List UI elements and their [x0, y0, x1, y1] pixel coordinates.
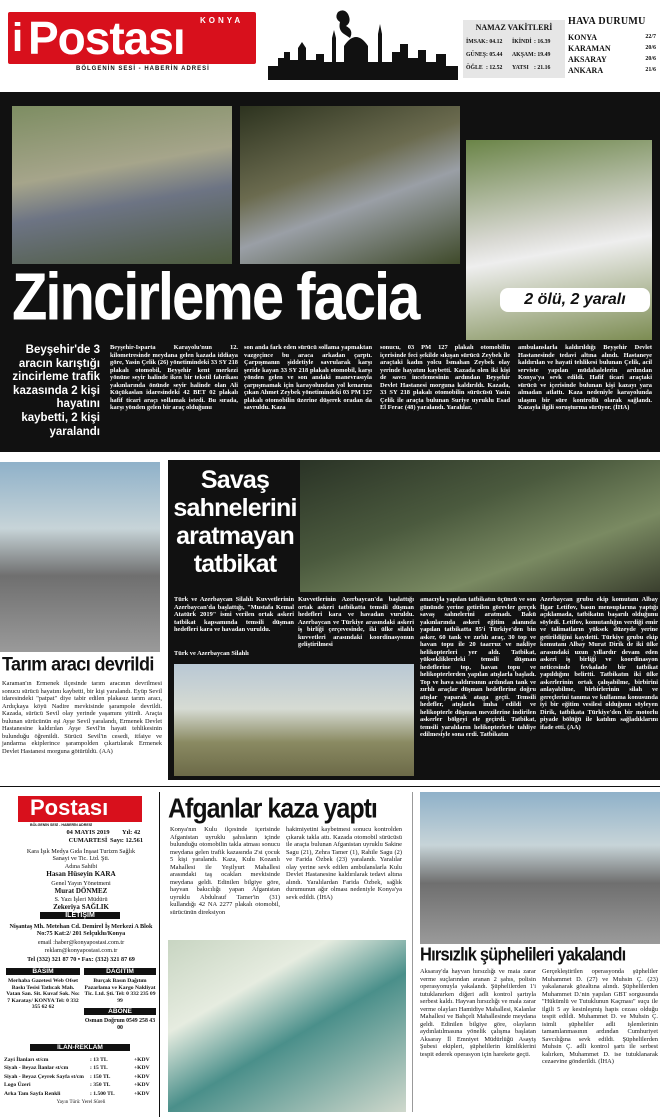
afgan-headline: Afganlar kaza yaptı	[168, 793, 377, 824]
ilan-label: Arka Tam Sayfa Renkli	[4, 1090, 61, 1097]
tarim-body: Karaman'ın Ermenek ilçesinde tarım aracının devrilmesi sonucu sürücü hayatını kaybetti, bir kişi yaralandı. Eyüp Sevil idaresindeki "patpat" diye tabir edilen plakasız tarım aracı, Ardıçkaya köyü Nadire mevkisinde şarampole devrildi. Kazada, sürücü Sevil olay yerinde yaşamını yitirdi. Araçta bulunan sürücünün eşi Ayşe Sevil yaralandı, Ermenek Devlet Hastanesine kaldırılan Ayşe Sevil'in hayati tehlikesinin bulunduğu öğrenildi. Sürücü Sevil'in cesedi, itfaiye ve jandarma ekiplerince şarampolden çıkartılarak Ermenek Devlet Hastanesi morguna götürüldü. (AA)	[2, 680, 162, 755]
ilan-label: Logo Üzeri	[4, 1082, 31, 1089]
imprint-address: Nişantaş Mh. Metehan Cd. Demirel İş Merkezi A Blok No:75 Kat:2/ 201 Selçuklu/Konya	[9, 923, 153, 938]
tarim-headline: Tarım aracı devrildi	[2, 653, 154, 676]
section-divider	[0, 786, 660, 787]
ilan-kdv: +KDV	[134, 1090, 150, 1097]
ilan-title: İLAN-REKLAM	[30, 1044, 130, 1051]
weather-temp: 20/6	[645, 56, 656, 62]
savas-col-4: Azerbaycan grubu ekip komutanı Albay İlgar Letifov, basın mensuplarına yaptığı açıklamada, tatbikatın başarılı olduğunu söyledi. Letifov, komutanlığın verdiği emir ve talimatların yüksek düzeyde yerine getirildiğini kaydetti. Türkiye grubu ekip komutanı Albay Murat Dirik de iki ülke arasındaki uzun yıllardır devam eden askeri iş birliği ve koordinasyon neticesinde fevkalade bir tatbikat yapıldığını belirtti. Tatbikatın iki ülke askerlerinin ortak çalışabilme, birbirini anlayabilme, birbirlerinin silah ve gereçlerini tanıma ve kullanma konusunda iyi bir eğitim vesilesi olduğunu söyleyen Dirik, tatbikata Türkiye'den bir motorlu piyade bölüğü ile katılım sağladıklarını ifade etti. (AA)	[540, 596, 658, 731]
imprint-issue: Sayı: 12.561	[110, 837, 144, 844]
ilan-price: : 350 TL	[90, 1082, 111, 1089]
prayer-l2: AKŞAM	[512, 52, 534, 58]
imprint-owner: Hasan Hüseyin KARA	[46, 870, 116, 878]
ilan-kdv: +KDV	[134, 1065, 150, 1072]
ambulance-photo	[168, 940, 406, 1112]
ilan-label: Siyah - Beyaz İlanlar st/cm	[4, 1065, 69, 1072]
lead-col-1: Beyşehir-Isparta Karayolu'nun 12. kilometresinde meydana gelen kazada iddiaya göre, Yasin Çelik (26) yönetimindeki 33 SY 218 plakalı otomobil, Beyşehir kent merkezi yönüne seyir halinde iken bir tekstil fabrikası yakınlarında önünde seyir halinde olan Ali Küçükaslan idaresindeki 42 BET 02 plakalı hafif ticari araçı sollamak istedi. Bu sırada, karşı yönden gelen bir araç olduğunu	[110, 344, 238, 411]
weather-box	[568, 16, 656, 80]
imprint-logo-text: Postası	[30, 795, 109, 820]
tank-photo	[174, 664, 414, 776]
ilan-row	[4, 1056, 158, 1064]
imprint-gm: Murat DÖNMEZ	[54, 887, 108, 895]
weather-title: HAVA DURUMU	[568, 16, 646, 27]
imprint	[0, 792, 160, 1117]
prayer-l1: GÜNEŞ	[466, 52, 486, 58]
arrest-photo	[420, 792, 660, 944]
savas-col-2: Kuvvetlerinin Azerbaycan'da başlattığı ortak askeri tatbikatta temsili düşman hedefleri kara ve havadan vuruldu. Azerbaycan ve Türkiye arasındaki askeri iş birliği çerçevesinde, iki ülke silahlı kuvvetleri arasındaki koordinasyonun geliştirilmesi	[298, 596, 414, 648]
lead-col-4: ambulanslarla kaldırıldığı Beyşehir Devlet Hastanesinde tedavi altına alındı. Hastaneye kaldırılan ve hayati tehlikesi bulunan Çelik, acil serviste yapılan müdahalelerin ardından Konya'ya sevk edildi. Hafif ticari araçtaki sürücü ve içerisinde bulunan kişi kazayı yara almadan atlattı. Kaza nedeniyle karayolunda ulaşım bir süre kontrollü olarak sağlandı. Kazayla ilgili soruşturma sürüyor. (İHA)	[518, 344, 652, 411]
logo-prefix: i	[12, 16, 24, 60]
afgan-col-2: hakimiyetini kaybetmesi sonucu kontrolden çıkarak takla attı. Kazada otomobil sürücüsü ile araçta bulunan Afganistan uyruklu Sakine Sagu (21), Zehra Tamer (1), Rahile Sagu (2) ve Farida Özbek (23) yaralandı. Yaralılar olay yerine sevk edilen ambulanslarla Kulu Devlet Hastanesine kaldırılarak tedavi altına alındı. Yaralılardan Farida Özbek, sağlık durumunun ağır olması nedeniyle Konya'ya sevk edildi. (İHA)	[286, 826, 402, 901]
crash-photo-1	[12, 106, 232, 264]
prayer-times-rows	[466, 36, 564, 75]
soldier-photo	[300, 460, 660, 592]
lead-col-3: sonucu, 03 PM 127 plakalı otomobilin içerisinde feci şekilde sıkışan sürücü Zeybek ile araçtaki kadın yolcu İsmahan Zeybek olay yerinde hayatını kaybetti. Kazada olen iki kişi de savcı incelemesinin ardından Beyşehir Devlet Hastanesi morguna kaldırıldı. Kazada, 33 SY 218 plakalı otomobilin sürücüsü Yasin Çelik ile araçta bulunan Suriye uyruklu Esad El Ferac (48) yaralandı. Yaralılar,	[380, 344, 510, 411]
basim-title: BASIM	[6, 968, 80, 975]
prayer-v1: : 12.52	[486, 65, 503, 71]
savas-block	[168, 460, 660, 780]
imprint-ed: Zekeriya SAĞLIK	[53, 903, 109, 911]
prayer-times-title: NAMAZ VAKİTLERİ	[475, 23, 553, 32]
abone-text: Osman Doğrum 0549 258 43 00	[84, 1018, 156, 1031]
ilan-row	[4, 1073, 158, 1081]
prayer-l1: ÖĞLE	[466, 65, 483, 71]
tarim-photo	[0, 462, 160, 652]
prayer-l2: İKİNDİ	[512, 39, 532, 45]
logo-text: Postası	[28, 12, 185, 64]
weather-city: KARAMAN	[568, 44, 611, 53]
weather-row	[568, 43, 656, 54]
ilan-rows	[4, 1056, 158, 1098]
ilan-price: : 15 TL	[90, 1065, 108, 1072]
prayer-row	[466, 36, 564, 49]
ilan-kdv: +KDV	[134, 1057, 150, 1063]
lead-col-2: son anda fark eden sürücü sollama yapmaktan vazgeçince bu araca arkadan çarptı. Çarpışmanın şiddetiyle savrularak karşı şeride kayan 33 SY 218 plakalı otomobil, karşı yönden gelen ve son andaki manevrasıyla çarpışmamak için karayolundan yol kenarına çıkan Ahmet Zeybek yönetimindeki 03 PM 127 plakalı otomobilin üzerine düşerek oradan da savruldu. Kaza	[244, 344, 372, 411]
prayer-l1: İMSAK	[466, 39, 486, 45]
dagitim-title: DAĞITIM	[84, 968, 156, 975]
imprint-company: Kara İşık Medya Gıda İnşaat Turizm Sağlık Sanayi ve Tic. Ltd. Şti.	[26, 848, 136, 863]
savas-col-3: amacıyla yapılan tatbikatın üçüncü ve son gününde yerine getirilen görevler gerçek savaş sahnelerini aratmadı. Bakü yakınlarında askeri eğitim alanında yapılan tatbikatta 85'i Türkiye'den bin asker, 60 tank ve zırhlı araç, 30 top ve havan topu ile 20 taarruz ve nakliye helikopterleri yer aldı. Tatbikat, yüksekliklerdeki temsili düşman hedeflerine top, havan topu ve helikopterlerden yapılan atışlarla başladı. Top ve hava saldırısının ardından tank ve zırhlı araçlar düşman hedeflerine doğru atışlar yaparak ataga geçti. Temsili hedefler, atışlarla imha edildi ve helikopterle düşman mevzilerine indirilen askerler bölgeyi ele geçirdi. Tatbikat, temsili yaralıların helikopterlerle tahliye edilmesiyle sona erdi. Tatbikatın	[420, 596, 536, 738]
imprint-email: email :haber@konyapostasi.com.tr	[37, 939, 125, 946]
savas-headline: Savaş sahnelerini aratmayan tatbikat	[173, 466, 297, 578]
ilan-price: : 13 TL	[90, 1057, 108, 1063]
ilan-price: : 150 TL	[90, 1073, 111, 1080]
ilan-kdv: +KDV	[134, 1073, 150, 1080]
imprint-ed-title: S. Yazı İşleri Müdürü	[54, 896, 108, 903]
afgan-col-1: Konya'nın Kulu ilçesinde içerisinde Afganistan uyruklu şahısların içinde bulunduğu otomobilin takla atması sonucu meydana gelen trafik kazasında 2'si çocuk 5 kişi yaralandı. Kaza, Kulu Kozanlı Mahallesi ile Yeşilyurt Mahallesi arasındaki taş ocakları mevkisinde meydana geldi. Edinilen bilgiye göre, hayvan bakıcılığı yapan Afganistan uyruklu Abdulrauf Tamer'in (31) kullandığı 42 NA 2277 plakalı otomobil, sürücünün direksiyon	[170, 826, 280, 916]
konya-skyline-image	[268, 8, 458, 80]
prayer-v2: : 16.39	[534, 39, 551, 45]
prayer-v1: : 04.12	[486, 39, 503, 45]
prayer-v2: : 19.49	[534, 52, 551, 58]
hirsiz-col-1: Aksaray'da hayvan hırsızlığı ve maia zarar verme suçlarından aranan 2 şahıs, polisin operasyonuyla yakalandı. Şüphelilerden 1'i tutuklanırken diğeri adli kontrol şartıyla serbest kaldı. Hayvan hırsızlığı ve mala zarar verme olayları Hamidiye Mahallesi, Kalanlar Mahallesi ve Bahçeli Mahallesinde meydana geldi. Edinilen bilgiye göre, olayların aydınlatılmasına yönelik çalışma başlatan Aksaray İl Emniyet Müdürlüğü Asayiş Şubesi ekipleri, şüphelilerin kimliklerini tespit ederek operasyon için harekete geçti.	[420, 968, 536, 1058]
weather-row	[568, 32, 656, 43]
imprint-footer: Yayın Türü: Yerel Süreli	[56, 1100, 106, 1105]
weather-temp: 20/6	[645, 45, 656, 51]
ilan-label: Zayi İlanları st/cm	[4, 1057, 49, 1063]
lead-headline: Zincirleme facia	[12, 259, 419, 335]
imprint-date: 04 MAYIS 2019 CUMARTESİ	[66, 829, 110, 844]
weather-city: AKSARAY	[568, 55, 607, 64]
slogan: BÖLGENİN SESİ - HABERİN ADRESİ	[76, 66, 210, 72]
prayer-v1: : 05.44	[486, 52, 503, 58]
crash-photo-2	[240, 106, 460, 264]
hirsiz-col-2: Gerçekleştirilen operasyonda şüpheliler Muhammet D. (27) ve Muhsin Ç. (23) yakalanarak gözaltına alındı. Şüphelilerden Muhammet D.'nin yapılan GBT sorgusunda "Hükümlü ve Tutuklunun Kaçması" suçu ile ilgili 5 ay kesinleşmiş hapis cezası olduğu tespit edildi. Muhammet D. ve Muhsin Ç. isimli şüpheliler adli işlemlerinin tamamlanmasının ardından Cumhuriyet Savcılığına sevk edildi. Şüphelilerden Muhsin Ç. adli kontrol şartı ile serbest kalırken, Muhammet D. ise tutuklanarak cezaevine gönderildi. (İHA)	[542, 968, 658, 1065]
imprint-email-2: reklam@konyapostasi.com.tr	[44, 947, 118, 954]
imprint-year: Yıl: 42	[122, 829, 141, 836]
weather-row	[568, 54, 656, 65]
lead-deck: Beyşehir'de 3 aracın karıştığı zincirleme trafik kazasında 2 kişi hayatını kaybetti, 2 kişi yaralandı	[12, 344, 100, 438]
ilan-kdv: +KDV	[134, 1082, 150, 1089]
imprint-gm-title: Genel Yayın Yönetmeni	[51, 880, 111, 887]
logo-city: KONYA	[200, 16, 244, 25]
abone-title: ABONE	[84, 1008, 156, 1015]
imprint-tel: Tel (332) 321 87 70 • Fax: (332) 321 87 69	[27, 956, 135, 963]
lead-badge: 2 ölü, 2 yaralı	[500, 288, 650, 312]
imprint-owner-title: Adına Sahibi	[64, 863, 98, 870]
lead-story	[0, 92, 660, 452]
ilan-row	[4, 1090, 158, 1098]
weather-rows	[568, 32, 656, 76]
savas-col-1a: Türk ve Azerbaycan Silahlı Kuvvetlerinin Azerbaycan'da başlattığı, "Mustafa Kemal Atatürk 2019" ismi verilen ortak askeri tatbikat kapsamında temsili düşman hedefleri kara ve havadan vuruldu.	[174, 596, 294, 633]
weather-city: KONYA	[568, 33, 598, 42]
imprint-slogan: BÖLGENİN SESİ - HABERİN ADRESİ	[30, 823, 93, 827]
weather-temp: 21/6	[645, 67, 656, 73]
ilan-price: : 1.500 TL	[90, 1090, 115, 1097]
column-divider	[412, 792, 413, 1112]
hirsiz-headline: Hırsızlık şüphelileri yakalandı	[420, 945, 626, 965]
dagitim-text: Burçak Basın Dağıtım Pazarlama ve Kargo Nakliyat Tic. Ltd. Şti. Tel: 0 332 235 09 99	[84, 978, 156, 1004]
weather-row	[568, 65, 656, 76]
weather-temp: 22/7	[645, 34, 656, 40]
iletisim-title: İLETİŞİM	[40, 912, 120, 919]
prayer-times-box	[463, 20, 565, 78]
prayer-v2: : 21.16	[534, 65, 551, 71]
prayer-row	[466, 49, 564, 62]
ilan-row	[4, 1081, 158, 1089]
basim-text: Merhaba Gazetesi Web Ofset Baskı Tesisi Tatlıcak Mah. Vatan San. Sit. Kuvaf Sok. No: 7 Karatay/ KONYA Tel: 0 332 355 62 62	[6, 978, 80, 1011]
savas-col-1b: Türk ve Azerbaycan Silahlı	[174, 650, 249, 657]
ilan-row	[4, 1064, 158, 1072]
prayer-row	[466, 62, 564, 75]
ilan-label: Siyah - Beyaz Çeyrek Sayfa st/cm	[4, 1073, 84, 1080]
masthead	[8, 12, 263, 72]
prayer-l2: YATSI	[512, 65, 529, 71]
weather-city: ANKARA	[568, 66, 604, 75]
